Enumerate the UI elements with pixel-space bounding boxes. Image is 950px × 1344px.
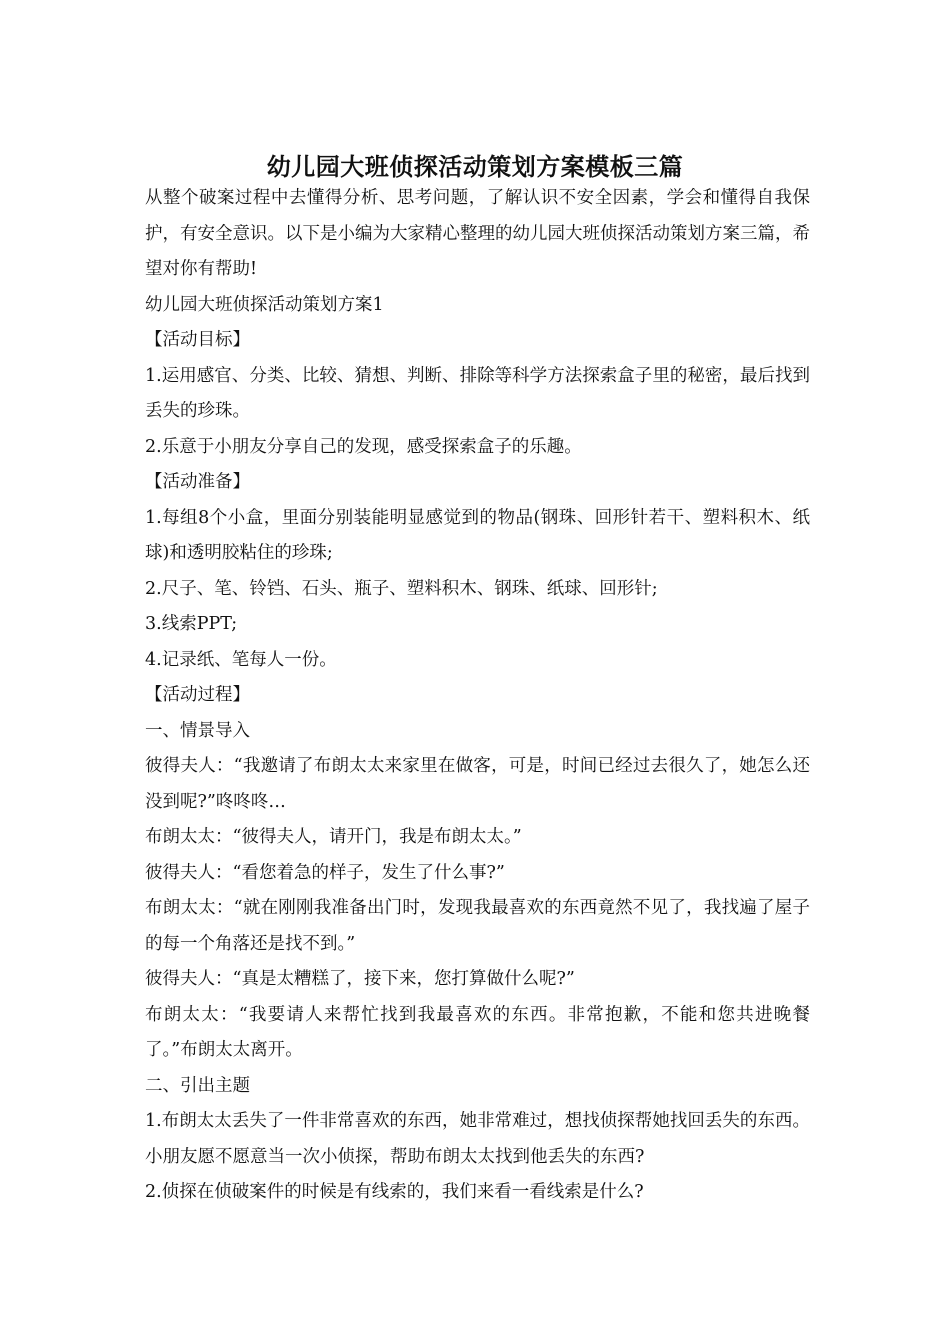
step-heading: 一、情景导入 <box>145 720 250 741</box>
list-item: 3.线索PPT; <box>145 614 238 634</box>
dialogue-line: 布朗太太：“就在刚刚我准备出门时，发现我最喜欢的东西竟然不见了，我找遍了屋子的每一个角落还是找不到。” <box>145 898 810 954</box>
list-item: 1.每组8个小盒，里面分别装能明显感觉到的物品(钢珠、回形针若干、塑料积木、纸球)和透明胶粘住的珍珠; <box>145 507 810 563</box>
dialogue-line: 彼得夫人：“我邀请了布朗太太来家里在做客，可是，时间已经过去很久了，她怎么还没到呢?”咚咚咚… <box>145 756 810 812</box>
dialogue-line: 彼得夫人：“看您着急的样子，发生了什么事?” <box>145 862 505 883</box>
subsection-heading: 【活动目标】 <box>145 330 250 350</box>
dialogue-line: 彼得夫人：“真是太糟糕了，接下来，您打算做什么呢?” <box>145 969 575 989</box>
document-body <box>145 181 810 1211</box>
list-item: 1.运用感官、分类、比较、猜想、判断、排除等科学方法探索盒子里的秘密，最后找到丢失的珍珠。 <box>145 365 810 421</box>
subsection-heading: 【活动过程】 <box>145 685 250 705</box>
section-heading: 幼儿园大班侦探活动策划方案1 <box>145 294 384 315</box>
dialogue-line: 布朗太太：“我要请人来帮忙找到我最喜欢的东西。非常抱歉，不能和您共进晚餐了。”布朗太太离开。 <box>145 1004 810 1060</box>
document-title: 幼儿园大班侦探活动策划方案模板三篇 <box>266 152 684 182</box>
list-item: 1.布朗太太丢失了一件非常喜欢的东西，她非常难过，想找侦探帮她找回丢失的东西。小朋友愿不愿意当一次小侦探，帮助布朗太太找到他丢失的东西? <box>145 1111 810 1167</box>
subsection-heading: 【活动准备】 <box>145 472 250 492</box>
list-item: 2.乐意于小朋友分享自己的发现，感受探索盒子的乐趣。 <box>145 436 582 457</box>
step-heading: 二、引出主题 <box>145 1075 250 1096</box>
dialogue-line: 布朗太太：“彼得夫人，请开门，我是布朗太太。” <box>145 827 522 847</box>
list-item: 2.侦探在侦破案件的时候是有线索的，我们来看一看线索是什么? <box>145 1182 644 1202</box>
list-item: 2.尺子、笔、铃铛、石头、瓶子、塑料积木、钢珠、纸球、回形针; <box>145 578 658 599</box>
intro-paragraph: 从整个破案过程中去懂得分析、思考问题，了解认识不安全因素，学会和懂得自我保护，有安全意识。以下是小编为大家精心整理的幼儿园大班侦探活动策划方案三篇，希望对你有帮助! <box>145 188 810 279</box>
list-item: 4.记录纸、笔每人一份。 <box>145 649 337 670</box>
